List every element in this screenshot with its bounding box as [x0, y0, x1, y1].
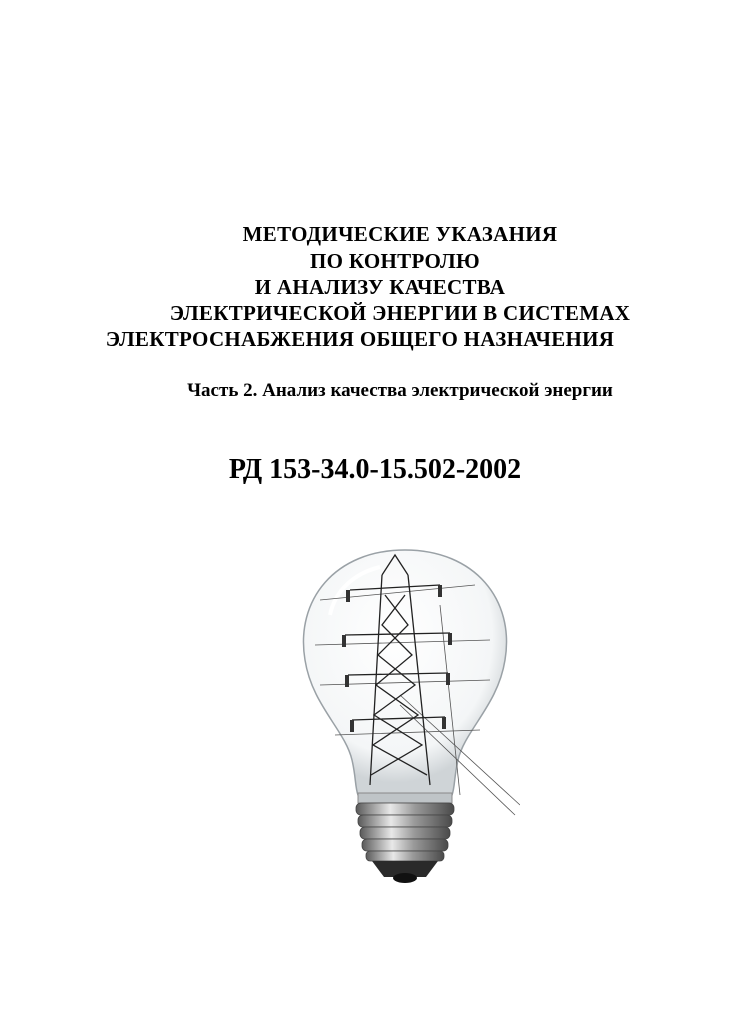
- title-line-3: И АНАЛИЗУ КАЧЕСТВА: [254, 275, 506, 299]
- document-subtitle: Часть 2. Анализ качества электрической энергии: [187, 380, 613, 401]
- light-bulb-with-power-pylon-icon: [290, 545, 520, 885]
- title-line-4: ЭЛЕКТРИЧЕСКОЙ ЭНЕРГИИ В СИСТЕМАХ: [169, 301, 631, 325]
- title-line-5: ЭЛЕКТРОСНАБЖЕНИЯ ОБЩЕГО НАЗНАЧЕНИЯ: [105, 327, 615, 351]
- title-line-1: МЕТОДИЧЕСКИЕ УКАЗАНИЯ: [242, 222, 558, 246]
- title-line-2: ПО КОНТРОЛЮ: [310, 249, 480, 273]
- document-code: РД 153-34.0-15.502-2002: [228, 454, 522, 485]
